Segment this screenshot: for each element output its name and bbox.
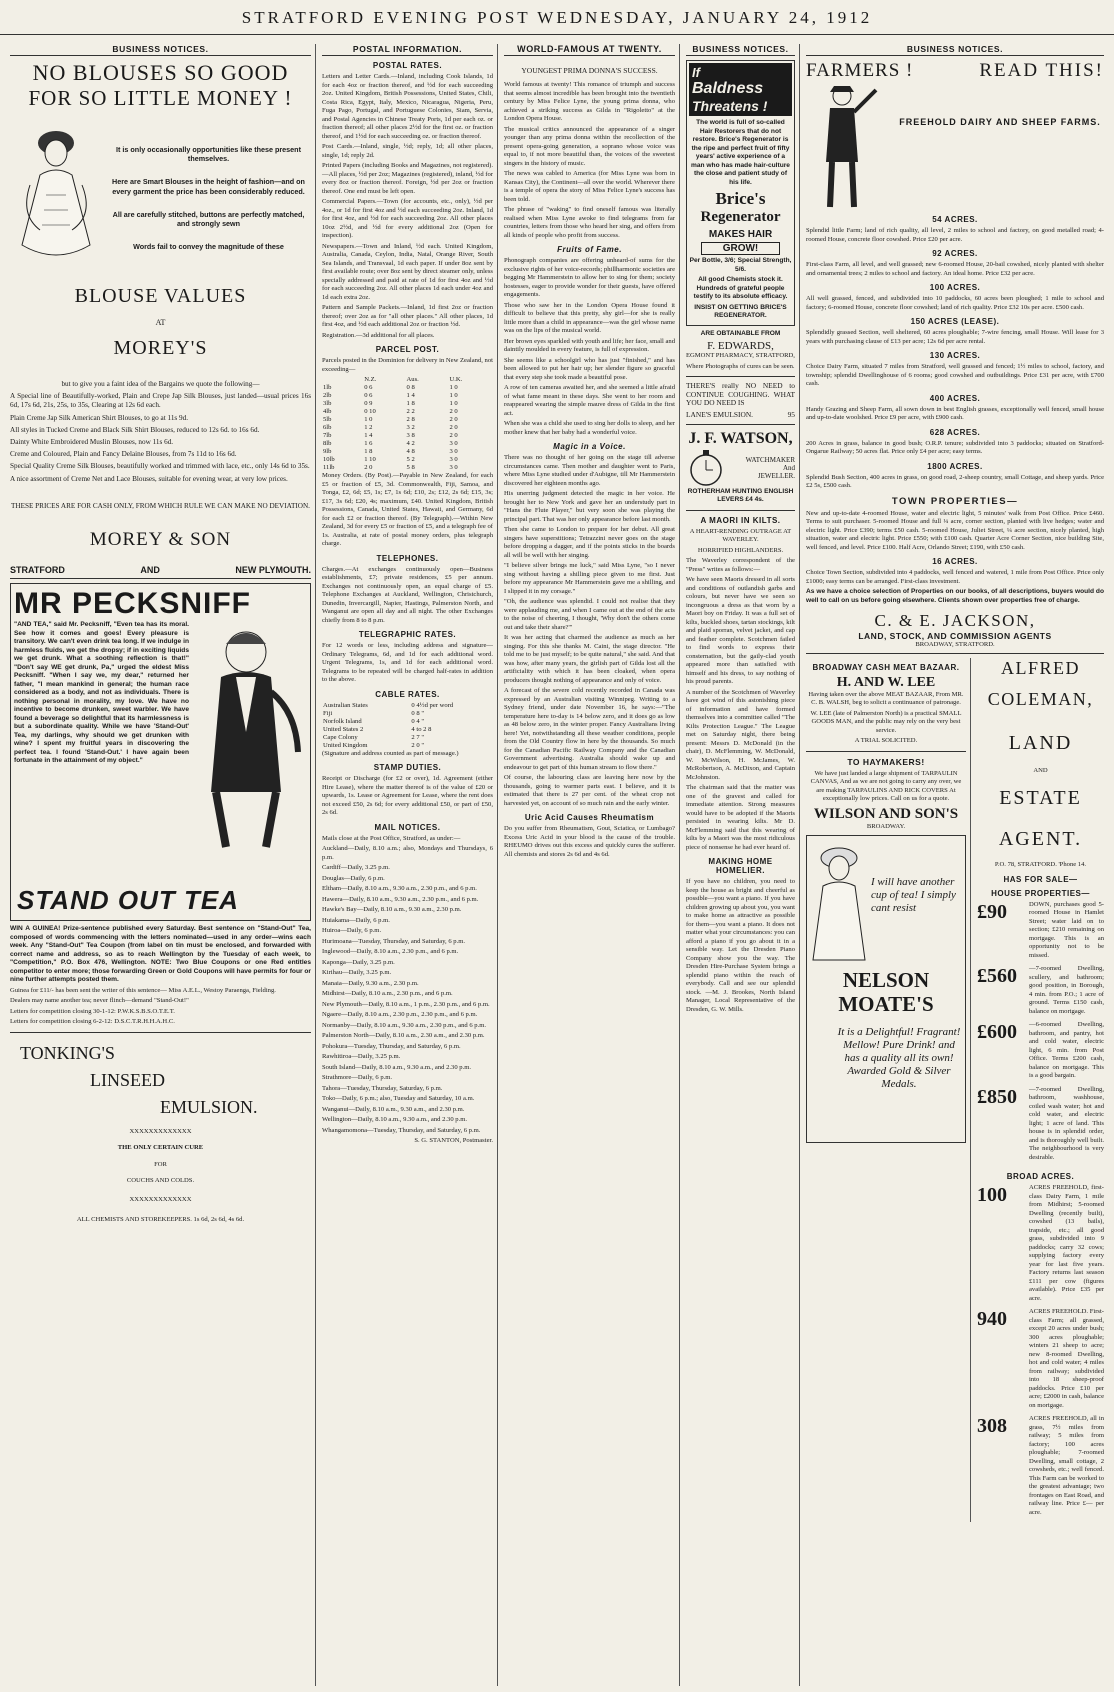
- price-text: ACRES FREEHOLD. First-class Farm; all grassed, except 20 acres under bush; 300 acres ploughable; winters 21 sheep to acre; new 8-roomed Dwelling, hot and cold water; 4 miles from railway; subdivided into 18 sheep-proof paddocks. Price £10 per acre; £2000 in cash, balance on mortgage.: [1029, 1308, 1104, 1409]
- price-text: DOWN, purchases good 5-roomed House in Hamlet Street; water laid on to section; £210 remaining on mortgage. This is an opportunity not to be missed.: [1029, 900, 1104, 959]
- parcel-row: [322, 400, 493, 408]
- column-postal: [318, 44, 498, 1686]
- store-name: MOREY'S: [113, 337, 208, 359]
- price-listing: [977, 1184, 1104, 1305]
- acre-text: First-class Farm, all level, and well grassed; new 6-roomed House, 20-bail cowshed, nicely planted with shelter and ornamental trees; 2 miles to school and factory. An ideal home. Price £32 per acre.: [806, 261, 1104, 277]
- section-title: BUSINESS NOTICES.: [686, 44, 795, 56]
- parcel-cell: 0 6: [364, 392, 373, 399]
- mail-item: Douglas—Daily, 6 p.m.: [322, 874, 385, 882]
- guinea-text: WIN A GUINEA! Prize-sentence published every Saturday. Best sentence on "Stand-Out" Tea, composed of words commencing with the letters nominated—used in any order—wins each week. Any "Stand-Out" Tea Coupon (from label on tin must be enclosed, and forwarded with correct name and address, so as to reach Wellington by the Tuesday of each week, to "Competition," P.O. Box 476, Wellington. NOTE: Two Blue Coupons or one Red entitles competitor to enter more; those forwarding Green or Gold Coupons will have permits for four or nine further attempts posted them.: [10, 925, 311, 984]
- price-listing: [977, 901, 1104, 963]
- parcel-cell: 1lb: [323, 384, 332, 391]
- cable-cell: Norfolk Island: [323, 717, 362, 725]
- article-paragraph: "Oh, the audience was splendid. I could not realise that they were applauding me, and when I came out at the end of the acts to the noise of cheering, I thought, 'Why don't the others come out and take their share?'": [504, 598, 675, 631]
- telephones-text: Charges.—At exchanges continuously open—Business establishments, £7; private residences, £5 per annum. Exchanges not continuously open, an equal charge of £5. Telephone Exchanges at Auckland, Wellington, Christchurch, Dunedin, Invercargill, Napier, Hastings, Palmerston North, and Wanganui are open all day and all night. The other Exchanges chiefly from 8 to 8 p.m.: [322, 565, 493, 624]
- price-listing: [977, 1086, 1104, 1165]
- acre-head: 100 ACRES.: [929, 283, 981, 292]
- article-paragraph: It was her acting that charmed the audience as much as her singing. For this she thanks M. Caini, the stage director. "He told me to be just myself; to be quite natural," she said. And that was how, after many years, the girlish part of Gilda lost all the artificiality with which it has been cloaked, when opera producers thought nothing of appearance and only of voice.: [504, 634, 675, 684]
- mail-item: Palmerston North—Daily, 8.10 a.m., 2.30 a.m., and 2.30 p.m.: [322, 1032, 485, 1039]
- mail-item: New Plymouth—Daily, 8.10 a.m., 1 p.m., 2.30 p.m., and 6 p.m.: [322, 1000, 490, 1008]
- ad-intro: It is only occasionally opportunities like these present themselves.: [116, 145, 301, 164]
- town-head: TOWN PROPERTIES—: [891, 495, 1019, 507]
- acre-head: 628 ACRES.: [929, 427, 981, 437]
- cable-cell: Australian States: [323, 701, 368, 709]
- price-text: —7-roomed Dwelling, scullery, and bathroom; good position, in Borough, 4 min. from P.O.; 1 acre of ground. Terms £150 cash, balance on mortgage.: [1029, 965, 1104, 1015]
- parcel-row: [322, 384, 493, 392]
- parcel-cell: 3 8: [406, 432, 415, 439]
- postal-para: Registration.—3d additional for all places.: [322, 331, 435, 339]
- parcel-cell: 0 10: [364, 408, 376, 415]
- mail-item: Wellington—Daily, 8.10 a.m., 9.30 a.m., and 2.30 p.m.: [322, 1116, 468, 1123]
- section-title: WORLD-FAMOUS AT TWENTY.: [504, 44, 675, 56]
- mail-item: Kirihau—Daily, 3.25 p.m.: [322, 969, 392, 976]
- wilson: WILSON AND SON'S: [813, 805, 959, 822]
- mail-item: South Island—Daily, 8.10 a.m., 9.30 a.m., and 2.30 p.m.: [322, 1063, 472, 1071]
- parcel-cell: 1 4: [406, 392, 415, 399]
- article-paragraph: The phrase of "waking" to find oneself famous was literally realised when Miss Lyne awoke to find telegrams from far countries, letters from those who heard her sing, and offers from all kinds of people who profit from success.: [504, 206, 675, 239]
- blouse-ad: [10, 115, 311, 275]
- price-figure: 940: [977, 1308, 1007, 1330]
- price-text: ACRES FREEHOLD, first-class Dairy Farm, 1 mile from Midhirst; 5-roomed Dwelling (recently built), cowshed (13 bails), trapside, etc.; all good grass, subdivided into 9 paddocks; carry 32 cows; supplying factory every year for last five years. Factory returns last season £111 per cow (figures available). Price £35 per acre.: [1029, 1184, 1104, 1302]
- parcel-cell: 3 2: [406, 424, 415, 431]
- nelson-slogan: I will have another cup of tea! I simply cant resist: [871, 876, 956, 914]
- cable-cell: 0 8 ": [411, 709, 425, 717]
- cash-note: THESE PRICES ARE FOR CASH ONLY, FROM WHICH RULE WE CAN MAKE NO DEVIATION.: [11, 501, 310, 510]
- mail-list: [322, 845, 493, 1135]
- pecksniff-illustration: [186, 622, 306, 852]
- parcel-cell: 1 0: [364, 416, 373, 423]
- parcel-cell: 0 6: [364, 384, 373, 391]
- tonking-line2: LINSEED: [90, 1069, 165, 1090]
- mail-item: Midhirst—Daily, 8.10 a.m., 2.30 p.m., and 6 p.m.: [322, 990, 453, 997]
- blouse-item: Dainty White Embroidered Muslin Blouses, now 11s 6d.: [10, 438, 174, 447]
- woman-with-tea-illustration: [809, 842, 869, 962]
- signoff: S. G. STANTON, Postmaster.: [414, 1137, 493, 1144]
- acre-text: Handy Grazing and Sheep Farm, all sown down in best English grasses, exceptionally well fenced, small house and up-to-date woolshed. Price £9 per acre, with £900 cash.: [806, 405, 1104, 421]
- tonking-line3: EMULSION.: [160, 1096, 258, 1117]
- mail-item: Rawhitiroa—Daily, 3.25 p.m.: [322, 1053, 401, 1060]
- headline: NO BLOUSES SO GOOD: [32, 60, 289, 85]
- mail-item: Whangamomona—Tuesday, Thursday, and Saturday, 6 p.m.: [322, 1126, 481, 1134]
- section-title: BUSINESS NOTICES.: [10, 44, 311, 56]
- mail-item: Wanganui—Daily, 8.10 a.m., 9.30 a.m., and 2.30 p.m.: [322, 1105, 465, 1113]
- parcel-cell: 9lb: [323, 448, 332, 455]
- cable-note: (Signature and address counted as part of message.): [322, 749, 459, 757]
- coughs-line: COUCHS AND COLDS.: [126, 1177, 195, 1185]
- edwards: F. EDWARDS,: [707, 340, 774, 352]
- parcel-cell: 1 8: [364, 448, 373, 455]
- postal-para: Post Cards.—Inland, single, ½d; reply, 1d; all other places, single, 1d; reply 2d.: [322, 143, 493, 159]
- maori-head: A MAORI IN KILTS.: [700, 515, 781, 525]
- maori-paragraph: We have seen Maoris dressed in all sorts and conditions of outlandish garbs and colours, but never have we seen so incongruous a dress as that worn by a Maori boy on Friday. It was a full set of kilts, buckled shoes, tartan stockings, kilt and plaid sporran, velvet jacket, and cap and feather complete. Scotchmen failed to find words to express their consternation, but the gaily-clad youth appeared more than satisfied with himself and his dress, to say nothing of his proud parents.: [686, 576, 795, 685]
- parcel-cell: 2 0: [364, 464, 373, 471]
- price-figure: 100: [977, 1184, 1007, 1206]
- article-paragraph: His unerring judgment detected the magic in her voice. He brought her to New York and gave her an understudy part in "Hans the Flute Player," but very soon she was playing the principal part. That was her only appearance before last month.: [504, 490, 675, 523]
- mail-head: MAIL NOTICES.: [374, 822, 441, 832]
- cable-cell: 2 7 ": [411, 733, 425, 741]
- postal-para: Pattern and Sample Packets.—Inland, 1d first 2oz or fraction thereof; over 2oz as for "all other places." All other places, 1d first 4oz, and ½d each additional 2oz or fraction ½d.: [322, 304, 493, 328]
- mail-item: Strathmore—Daily, 6 p.m.: [322, 1074, 393, 1081]
- parcel-cell: 10lb: [323, 456, 335, 463]
- uric-head: Uric Acid Causes Rheumatism: [524, 813, 655, 822]
- cure-line: THE ONLY CERTAIN CURE: [117, 1144, 204, 1152]
- mail-item: Ngaere—Daily, 8.10 a.m., 2.30 p.m., 2.30 p.m., and 6 p.m.: [322, 1011, 478, 1018]
- price-listing: [977, 1308, 1104, 1412]
- column-blouses: BUSINESS NOTICES. NO BLOUSES SO GOOD FOR SO LITTLE MONEY ! It is only occasionally opportunities like these present themselves. Here are Smart Blouses in the height of fashion—and on every garment the price has been considerably reduced. All are carefully stitched, buttons are perfectly matched, and strongly sewn Words fail to convey the magnitude of these BLOUSE VALUES AT MOREY'S but to give you a faint idea of the Bargains we quote the following— A Special line of Beautifully-worked, Plain and Crepe Jap Silk Blouses, just landed—usual prices 16s 6d, 17s 6d, 21s, 25s, to 35s, Clearing at 12s 6d each. Plain Creme Jap Silk American Shirt Blouses, to go at 11s 9d. All styles in Tucked Creme and Black Silk Shirt Blouses, reduced to 12s 6d. to 16s 6d. Dainty White Embroidered Muslin Blouses, now 11s 6d. Creme and Coloured, Plain and Fancy Delaine Blouses, from 7s 11d to 16s 6d. Special Quality Creme Silk Blouses, beautifully worked and trimmed with lace, etc., only 14s 6d to 35s. A nice assortment of Creme Net and Lace Blouses, suitable for evening wear, at very low prices. THESE PRICES ARE FOR CASH ONLY, FROM WHICH RULE WE CAN MAKE NO DEVIATION. MOREY & SON STRATFORD AND NEW PLYMOUTH. MR PECKSNIFF "AND TEA," said Mr. Pecksniff, "Even tea has its moral. See how it comes and goes! Every pleasure is transitory. We can't even drink tea long. If we indulge in harmless fluids, we get the dropsy; if in exciting liquids we get drunk. What a soothing reflection is that!" "Don't say WE get drunk, Pa," urged the eldest Miss Pecksniff. "When I say we, my dear," returned her father, "I mean mankind in general; the human race considered as a body, and not as individuals. There is nothing personal in morality, my love. We have no incentive to become drunken, sweet warbler. We have found a beverage so delightful that its harmlessness is but a subordinate quality. While we have 'Stand-Out' Tea, my darlings, why should we get drunken with wine? I spent my fruitful years in discovering the perfect tea. I found 'Stand-Out.' I have again been fortunate in the attainment of my object." STAND OUT TEA WIN A GUINEA! Prize-sentence published every Saturday. Best sentence on "Stand-Out" Tea, composed of words commencing with the letters nominated—used in any order—wins each week. Any "Stand-Out" Tea Coupon (from label on tin must be enclosed, and forwarded with correct name and address, so as to reach Wellington by the Tuesday of each week, to "Competition," P.O. Box 476, Wellington. NOTE: Two Blue Coupons or one Red entitles competitor to enter more; those forwarding Green or Gold Coupons will have permits for four or nine further attempts posted them. Guinea for £11/- has been sent the writer of this sentence— Miss A.E.L., Westoy Paraenga, Fielding. Dealers may name another tea; never flinch—demand "Stand-Out!" Letters for competition closing 30-1-12: P.W.K.S.B.S.O.T.E.T. Letters for competition closing 6-2-12: D.S.C.T.R.H.H.A.H.C. TONKING'S LINSEED EMULSION. XXXXXXXXXXXXX THE ONLY CERTAIN CURE FOR COUCHS AND COLDS. XXXXXXXXXXXXX ALL CHEMISTS AND STOREKEEPERS. 1s 6d, 2s 6d, 4s 6d.: [6, 44, 316, 1686]
- woman-illustration: [10, 115, 102, 275]
- pecksniff-title: MR PECKSNIFF: [14, 587, 251, 621]
- blouse-item: Plain Creme Jap Silk American Shirt Blouses, to go at 11s 9d.: [10, 413, 189, 422]
- cable-head: CABLE RATES.: [375, 689, 440, 699]
- lee: H. AND W. LEE: [836, 674, 936, 690]
- chemists-line: ALL CHEMISTS AND STOREKEEPERS. 1s 6d, 2s 6d, 4s 6d.: [76, 1216, 245, 1224]
- article-paragraph: She seems like a schoolgirl who has just "finished," and has been allowed to put her hair up; her slender figure so graceful that every step she took made a beautiful pose.: [504, 356, 675, 381]
- mail-intro: Mails close at the Post Office, Stratford, as under:—: [322, 834, 461, 842]
- blouse-item: A Special line of Beautifully-worked, Plain and Crepe Jap Silk Blouses, just landed—usual prices 16s 6d, 17s 6d, 21s, 25s, to 35s, Clearing at 12s 6d each.: [10, 392, 311, 410]
- parcel-cell: 3 0: [449, 440, 458, 447]
- headline: FOR SO LITTLE MONEY !: [28, 86, 293, 110]
- parcel-cell: 1 2: [364, 424, 373, 431]
- money-orders: Money Orders. (By Post).—Payable in New Zealand, for each £5 or fraction of £5, 3d. Commonwealth, Fiji, Samoa, and Tonga, £2, 6d; £5, 1s; £7, 1s 6d; £10, 2s; £12, 2s 6d; £15, 3s; £17, 3s 6d; £20, 4s; maximum, £40. United Kingdom, British Possessions, Canada, United States, Hawaii, and Germany, 6d for each £2 or fraction thereof. (By Telegraph).—Within New Zealand, 3d for every £5 or fraction of £5, and a telegraph fee of 1s. Australia, at rate of postal money orders, plus telegraph charge.: [322, 472, 493, 547]
- parcel-cell: 5 8: [406, 464, 415, 471]
- price-listing: [977, 1415, 1104, 1519]
- telephones-head: TELEPHONES.: [376, 553, 439, 563]
- tonking-line1: TONKING'S: [20, 1042, 115, 1063]
- parcel-cell: 3lb: [323, 400, 332, 407]
- price-figure: 308: [977, 1415, 1007, 1437]
- article-paragraph: The musical critics announced the appearance of a singer younger than any prima donna within the recollection of the present opera-going generation, a soprano whose voice was equal to, if not more beautiful than, the voices of the sweetest singers in the history of music.: [504, 125, 675, 167]
- mail-item: Huiakama—Daily, 6 p.m.: [322, 916, 390, 924]
- article-paragraph: The news was cabled to America (for Miss Lyne was born in Kansas City), the Continent—all over the world. Wherever there is a temple of opera the story of Miss Felice Lyne's success has been told.: [504, 170, 675, 203]
- parcel-cell: 1 0: [449, 400, 458, 407]
- article-paragraph: Her brown eyes sparkled with youth and life; her face, small and daintily moulded in every feature, is full of expression.: [504, 337, 675, 353]
- parcel-table: N.Z. Aus. U.K. 1lb 0 6 0 8 1 0 2lb 0 6 1 4 1 0 3lb 0 9 1 8 1 0 4lb 0 10 2 2 2 0 5lb 1 0 2 8 2 0 6lb 1 2 3 2 2 0 7lb 1 4 3 8 2 0 8lb 1 6 4 2 3 0 9lb 1 8 4 8 3 0 10lb 1 10 5 2 3 0 11lb 2 0 5 8 3 0: [322, 376, 493, 472]
- parcel-cell: 4 8: [406, 448, 415, 455]
- maori-paragraph: The chairman said that the matter was one of the gravest and called for immediate attention. Strong measures would have to be adopted if the Maoris persisted in wearing kilts. Mr D. McFlemming said that this wearing of kilts by a Maori was the most ridiculous piece of nonsense he had ever heard of.: [686, 784, 795, 851]
- nelson-brand: NELSON MOATE'S: [838, 968, 934, 1016]
- mail-item: Normanby—Daily, 8.10 a.m., 9.30 a.m., 2.30 p.m., and 6 p.m.: [322, 1021, 487, 1029]
- cable-cell: Cape Colony: [323, 733, 358, 741]
- parcel-cell: 11lb: [323, 464, 335, 471]
- acre-text: 200 Acres in grass, balance in good bush; O.R.P. tenure; subdivided into 3 paddocks; situated on Stratford-Ongarue Railway; 50 acres flat. Price only £4 per acre; easy terms.: [806, 439, 1104, 455]
- blouse-item: A nice assortment of Creme Net and Lace Blouses, suitable for evening wear, at very low prices.: [10, 474, 288, 483]
- postal-rates-head: POSTAL RATES.: [372, 61, 443, 70]
- uric-text: Do you suffer from Rheumatism, Gout, Sciatica, or Lumbago? Excess Uric Acid in your blood is the cause of the trouble. RHEUMO drives out this excess and quickly cures the sufferer. All chemists and stores 2s 6d and 4s 6d.: [504, 825, 675, 858]
- firm-name: MOREY & SON: [89, 529, 232, 551]
- mail-item: Cardiff—Daily, 3.25 p.m.: [322, 864, 390, 871]
- section-title: BUSINESS NOTICES.: [806, 44, 1104, 56]
- nelson-text: It is a Delightful! Fragrant! Mellow! Pure Drink! and has a quality all its own! Awarded Gold & Silver Medals.: [837, 1026, 961, 1090]
- brice-ad: If Baldness Threatens ! The world is full of so-called Hair Restorers that do not restore. Brice's Regenerator is the ripe and perfect fruit of fifty years' active experience of a man who has made hair-culture the close and patient study of his life. Brice's Regenerator MAKES HAIR GROW! Per Bottle, 3/6; Special Strength, 5/6. All good Chemists stock it. Hundreds of grateful people testify to its absolute efficacy. INSIST ON GETTING BRICE'S REGENERATOR.: [686, 60, 795, 326]
- dealers: Dealers may name another tea; never flinch—demand "Stand-Out!": [10, 997, 189, 1005]
- column-property: BUSINESS NOTICES. FARMERS ! READ THIS! FREEHOLD DAIRY AND SHEEP FARMS. 54 ACRES. Splendid little Farm; land of rich quality, all level, 2 miles to school and factory, on good metalled road; 4-roomed House, concrete floor cowshed. Price £20 per acre. 92 ACRES. First-class Farm, all level, and well grassed; new 6-roomed House, 20-bail cowshed, nicely planted with shelter and ornamental trees; 2 miles to school and factory. An ideal home. Price £32 per acre. 100 ACRES. All well grassed, fenced, and subdivided into 10 paddocks, 60 acres been ploughed; 1 mile to school and factory; 6-roomed House, concrete floor cowshed; land of rich quality. Price £32 10s per acre. £500 cash. 150 ACRES (LEASE). Splendidly grassed Section, well sheltered, 60 acres ploughable; 7-wire fencing, small House. Will lease for 3 years with purchasing clause of £13 per acre; 12s 6d per acre rental. 130 ACRES. Choice Dairy Farm, situated 7 miles from Stratford, well grassed and fenced; 1½ miles to school, factory, and township; splendid Dwellinghouse of 6 rooms; good cowshed and outbuildings. Price £31 per acre, with £700 cash. 400 ACRES. Handy Grazing and Sheep Farm, all sown down in best English grasses, exceptionally well fenced, small house and up-to-date woolshed. Price £9 per acre, with £900 cash. 628 ACRES. 200 Acres in grass, balance in good bush; O.R.P. tenure; subdivided into 3 paddocks; situated on Stratford-Ongarue Railway; 50 acres flat. Price only £4 per acre; easy terms. 1800 ACRES. Splendid Bush Section, 400 acres in grass, on good road, 2-sheep country, small Cottage, and sheep yards. Price £2 5s, £500 cash. TOWN PROPERTIES— New and up-to-date 4-roomed House, water and electric light, 5 minutes' walk from Post Office. Price £460. Terms to suit purchaser. 5-roomed House and full ¼ acre, corner section, planted with live hedges; water and electric light. Price £390; terms £50 cash. 5-roomed House, Juliet Street, ¼ acre section, nicely planted, high situation, water and electric light. Price £550; with £100 cash. Quarter Acre Corner Section, nice building Site, well fenced, and level. Price £100. Half Acre, Orlando Street; £190, with £50 cash. 16 ACRES. Choice Town Section, subdivided into 4 paddocks, well fenced and watered, 1 mile from Post Office. Price only £1000; easy terms can be arranged. First-class investment. As we have a choice selection of Properties on our books, of all descriptions, buyers would do well to call on us before going elsewhere. Clients shown over properties free of charge. C. & E. JACKSON, LAND, STOCK, AND COMMISSION AGENTS BROADWAY, STRATFORD. BROADWAY CASH MEAT BAZAAR. H. AND W. LEE Having taken over the above MEAT BAZAAR, From MR. C. B. WALSH, beg to solicit a continuance of patronage. W. LEE (late of Palmerston North) is a practical SMALL GOODS MAN, and the public may rely on the very best service. A TRIAL SOLICITED. TO HAYMAKERS! We have just landed a large shipment of TARPAULIN CANVAS, And as we are not going to carry any over, we are making TARPAULINS AND RICK COVERS At exceptionally low prices. Call on us for a quote. WILSON AND SON'S BROADWAY. I will have another cup of tea! I simply cant resist NELSON MOATE'S It is a Delightful! Fragrant! Mellow! Pure Drink! and has a quality all its own! Awarded Gold & Silver Medals. ALFRED COLEMAN, LAND AND ESTATE AGENT. P.O. 78, STRATFORD. 'Phone 14. HAS FOR SALE— HOUSE PROPERTIES— £90 DOWN, purchases good 5-roomed House in Hamlet Street; water laid on to section; £210 remaining on mortgage. This is an opportunity not to be missed. £560 —7-roomed Dwelling, scullery, and bathroom; good position, in Borough, 4 min. from P.O.; 1 acre of ground. Terms £150 cash, balance on mortgage. £600 —6-roomed Dwelling, bathroom, and pantry, hot and cold water, electric light, 6 min. from Post Office. Terms £200 cash, balance on mortgage. This is a good bargain. £850 —7-roomed Dwelling, bathroom, washhouse, coiled wash water; hot and cold water, and electric light; 1 acre of land. This house is in splendid order, and is thoroughly well built. The neighbourhood is very desirable. BROAD ACRES. 100 ACRES FREEHOLD, first-class Dairy Farm, 1 mile from Midhirst; 5-roomed Dwelling (recently built), cowshed (13 bails), trapside, etc.; all good grass, subdivided into 9 paddocks; carry 32 cows; supplying factory every year for last five years. Factory returns last season £111 per cow (figures available). Price £35 per acre. 940 ACRES FREEHOLD. First-class Farm; all grassed, except 20 acres under bush; 300 acres ploughable; winters 21 sheep to acre; new 8-roomed Dwelling, hot and cold water; 4 miles from railway; subdivided into 18 sheep-proof paddocks. Price £10 per acre; £2000 in cash, balance on mortgage. 308 ACRES FREEHOLD, all in grass, 7½ miles from railway; 5 miles from factory; 100 acres ploughable; 7-roomed Dwelling, small cottage, 2 cowsheds, etc.; well fenced. This Farm can be worked to the greatest advantage; two frontages on East Road, and railway line. Price £— per acre.: [802, 44, 1108, 1686]
- mail-item: Pohokura—Tuesday, Thursday, and Saturday, 6 p.m.: [322, 1042, 461, 1050]
- parcel-row: [322, 448, 493, 456]
- postal-para: Commercial Papers.—Town (for accounts, etc., only), ½d per 4oz., or 1d for first 4oz and ½d each succeeding 2oz. Inland, 1d for first 4oz, and ½d for each succeeding 2oz. All other places 10oz 2½d, and ½d for every additional 2oz (Open for inspection).: [322, 198, 493, 239]
- parcel-row: [322, 456, 493, 464]
- article-paragraph: A row of ten cameras awaited her, and she seemed a little afraid of what fame meant in these days. She went to her room and reappeared wearing the simple mauve dress of Gilda in the first act.: [504, 384, 675, 417]
- acre-head: 1800 ACRES.: [927, 461, 983, 471]
- blouse-item: Special Quality Creme Silk Blouses, beautifully worked and trimmed with lace, etc., only 14s 6d to 35s.: [10, 462, 310, 471]
- article-paragraph: Phonograph companies are offering unheard-of sums for the exclusive rights of her voice-records; phillharmonic societies are begging Mr Hammerstein to allow her to sing for them; society hostesses, eager to provide wonder for their guests, have offered engagements.: [504, 257, 675, 298]
- parcel-cell: 2lb: [323, 392, 332, 399]
- parcel-cell: 1 4: [364, 432, 373, 439]
- cable-cell: 0 4 ": [411, 717, 425, 725]
- parcel-head: PARCEL POST.: [375, 345, 440, 354]
- parcel-cell: 5 2: [406, 456, 415, 463]
- mail-item: Toko—Daily, 6 p.m.; also, Tuesday and Saturday, 10 a.m.: [322, 1095, 475, 1102]
- parcel-row: [322, 408, 493, 416]
- acre-text: All well grassed, fenced, and subdivided into 10 paddocks, 60 acres been ploughed; 1 mile to school and factory; 6-roomed House, concrete floor cowshed; land of rich quality. Price £32 10s per acre. £500 cash.: [806, 295, 1104, 311]
- blouse-item: All styles in Tucked Creme and Black Silk Shirt Blouses, reduced to 12s 6d. to 16s 6d.: [10, 425, 260, 434]
- telegraphic-head: TELEGRAPHIC RATES.: [358, 630, 457, 639]
- parcel-cell: 2 0: [449, 432, 458, 439]
- section-title: POSTAL INFORMATION.: [322, 44, 493, 56]
- coleman-ads: ALFRED COLEMAN, LAND AND ESTATE AGENT. P.O. 78, STRATFORD. 'Phone 14. HAS FOR SALE— HOUSE PROPERTIES— £90 DOWN, purchases good 5-roomed House in Hamlet Street; water laid on to section; £210 remaining on mortgage. This is an opportunity not to be missed. £560 —7-roomed Dwelling, scullery, and bathroom; good position, in Borough, 4 min. from P.O.; 1 acre of ground. Terms £150 cash, balance on mortgage. £600 —6-roomed Dwelling, bathroom, and pantry, hot and cold water, electric light, 6 min. from Post Office. Terms £200 cash, balance on mortgage. This is a good bargain. £850 —7-roomed Dwelling, bathroom, washhouse, coiled wash water; hot and cold water, and electric light; 1 acre of land. This house is in splendid order, and is thoroughly well built. The neighbourhood is very desirable. BROAD ACRES. 100 ACRES FREEHOLD, first-class Dairy Farm, 1 mile from Midhirst; 5-roomed Dwelling (recently built), cowshed (13 bails), trapside, etc.; all good grass, subdivided into 9 paddocks; carry 32 cows; supplying factory every year for last five years. Factory returns last season £111 per cow (figures available). Price £35 per acre. 940 ACRES FREEHOLD. First-class Farm; all grassed, except 20 acres under bush; 300 acres ploughable; winters 21 sheep to acre; new 8-roomed Dwelling, hot and cold water; 4 miles from railway; subdivided into 18 sheep-proof paddocks. Price £10 per acre; £2000 in cash, balance on mortgage. 308 ACRES FREEHOLD, all in grass, 7½ miles from railway; 5 miles from factory; 100 acres ploughable; 7-roomed Dwelling, small cottage, 2 cowsheds, etc.; well fenced. This Farm can be worked to the greatest advantage; two frontages on East Road, and railway line. Price £— per acre.: [971, 658, 1104, 1523]
- homelier-text: If you have no children, you need to keep the house as bright and cheerful as possible—you want a piano. If you have children growing up about you, you want to make home as attractive as possible for them—you want a piano. It does not matter what your circumstances: you can afford a piano if you go about it in a sensible way. Let the Dresden Piano Company show you the way. The Dresden Hire-Purchase System brings a splendid piano within the reach of everybody. Call and see our splendid stock. —M. J. Brookes, North Island Manager, Local Representative of the Dresden, G. W. Mills.: [686, 878, 795, 1013]
- parcel-cell: 3 0: [449, 448, 458, 455]
- watson: J. F. WATSON,: [688, 429, 793, 447]
- letters-2: Letters for competition closing 6-2-12: D.S.C.T.R.H.H.A.H.C.: [10, 1018, 175, 1026]
- article-paragraph: There was no thought of her going on the stage till adverse circumstances came. Then mother and daughter went to Paris, where Miss Lyne studied under d'Aubigne, till Mr Hammerstein discovered her eighteen months ago.: [504, 454, 675, 487]
- parcel-cell: 3 0: [449, 456, 458, 463]
- magic-head: Magic in a Voice.: [553, 442, 626, 451]
- cable-row: [322, 726, 493, 734]
- parcel-cell: 4 2: [406, 440, 415, 447]
- parcel-cell: 2 0: [449, 424, 458, 431]
- parcel-cell: 3 0: [449, 464, 458, 471]
- masthead: STRATFORD EVENING POST WEDNESDAY, JANUARY 24, 1912: [0, 8, 1114, 35]
- price-figure: £600: [977, 1021, 1017, 1043]
- cable-row: [322, 742, 493, 750]
- blouse-item: Creme and Coloured, Plain and Fancy Delaine Blouses, from 7s 11d to 16s 6d.: [10, 450, 237, 459]
- cable-table: [322, 702, 493, 750]
- cough-ad: THERE'S really NO NEED to CONTINUE COUGHING. WHAT YOU DO NEED IS: [686, 381, 795, 407]
- freehold-line: FREEHOLD DAIRY AND SHEEP FARMS.: [899, 117, 1101, 127]
- article-subhead: YOUNGEST PRIMA DONNA'S SUCCESS.: [521, 66, 658, 75]
- mail-item: Eltham—Daily, 8.10 a.m., 9.30 a.m., 2.30 p.m., and 6 p.m.: [322, 885, 477, 892]
- fruits-head: Fruits of Fame.: [557, 245, 622, 254]
- cable-row: [322, 710, 493, 718]
- parcel-cell: 0 8: [406, 384, 415, 391]
- cable-row: [322, 734, 493, 742]
- standout-logo: STAND OUT TEA: [17, 885, 239, 916]
- mail-item: Hawera—Daily, 8.10 a.m., 9.30 a.m., 2.30 p.m., and 6 p.m.: [322, 895, 479, 903]
- acre-head: 54 ACRES.: [932, 215, 978, 224]
- article-paragraph: Then she came to London to prepare for her debut. All great singers have superstitions; Tetrazzini never goes on the stage before dropping a dagger, and if the points sticks in the boards all will be well with her singing.: [504, 526, 675, 559]
- cable-cell: 0 4½d per word: [411, 701, 454, 709]
- parcel-cell: 4lb: [323, 408, 332, 415]
- parcel-row: [322, 424, 493, 432]
- parcel-cell: 1 0: [449, 392, 458, 399]
- postal-para: Letters and Letter Cards.—Inland, including Cook Islands, 1d for each 4oz or fraction thereof, and ½d for each succeeding 2oz. United Kingdom, British Possessions, United States, Chili, Costa Rica, Egypt, Italy, Mexico, Nicaragua, Nigeria, Peru, Fuga Pago, Portugal, and Portuguese Colonies, Siam, Servia, and Postal Agencies in Chinese Treaty Ports, 1d per each oz. or fraction thereof; all other places 2½d for the first oz. or fraction thereof, and 1½d for each succeeding oz. or fraction thereof.: [322, 73, 493, 140]
- article-paragraph: Those who saw her in the London Opera House found it difficult to believe that this pretty, shy girl—for she is really little more than a child in appearance—was the girl whose name was on the lips of the musical world.: [504, 301, 675, 334]
- homelier-head: MAKING HOME HOMELIER.: [708, 857, 773, 875]
- parcel-cell: 5lb: [323, 416, 332, 423]
- parcel-text: Parcels posted in the Dominion for delivery in New Zealand, not exceeding—: [322, 357, 493, 373]
- parcel-cell: 1 8: [406, 400, 415, 407]
- parcel-row: [322, 440, 493, 448]
- nelson-ad: [806, 835, 966, 1143]
- acre-head: 150 ACRES (LEASE).: [910, 317, 1000, 326]
- parcel-cell: 6lb: [323, 424, 332, 431]
- stamp-head: STAMP DUTIES.: [373, 763, 442, 772]
- firm-towns: STRATFORD AND NEW PLYMOUTH.: [10, 565, 311, 579]
- mail-item: Inglewood—Daily, 8.10 a.m., 2.30 p.m., and 6 p.m.: [322, 948, 459, 955]
- price-figure: £850: [977, 1085, 1017, 1108]
- mail-item: Huiroa—Daily, 6 p.m.: [322, 927, 382, 934]
- mail-item: Manaia—Daily, 9.30 a.m., 2.30 p.m.: [322, 979, 419, 987]
- parcel-row: [322, 392, 493, 400]
- pecksniff-text: "AND TEA," said Mr. Pecksniff, "Even tea has its moral. See how it comes and goes! Every pleasure is transitory. We can't even drink tea long. If we indulge in harmless fluids, we get the dropsy; if in exciting liquids we get drunk. What a soothing reflection is that!" "Don't say WE get drunk, Pa," urged the eldest Miss Pecksniff. "When I say we, my dear," returned her father, "I mean mankind in general; the human race considered as a body, and not as individuals. There is nothing personal in morality, my love. We have no incentive to become drunken, sweet warbler. We have found a beverage so delightful that its harmlessness is but a subordinate quality. While we have 'Stand-Out' Tea, my darlings, why should we get drunken with wine? I spent my fruitful years in discovering the perfect tea. I found 'Stand-Out.' I have again been fortunate in the attainment of my object.": [14, 621, 189, 765]
- farmer-illustration: [812, 82, 882, 212]
- cable-cell: United Kingdom: [323, 741, 368, 749]
- article-paragraph: When she was a child she used to sing her dolls to sleep, and her mother knew that her baby had a wonderful voice.: [504, 420, 675, 436]
- column-article: [500, 44, 680, 1686]
- parcel-cell: 8lb: [323, 440, 332, 447]
- cable-cell: Fiji: [323, 709, 333, 717]
- price-text: ACRES FREEHOLD, all in grass, 7½ miles from railway; 5 miles from factory; 100 acres ploughable; 7-roomed Dwelling, small cottage, 2 cowsheds, etc.; well fenced. This Farm can be worked to the greatest advantage; two frontages on East Road, and railway line. Price £— per acre.: [1029, 1415, 1104, 1516]
- price-listing: [977, 965, 1104, 1018]
- parcel-row: [322, 464, 493, 472]
- letters-1: Letters for competition closing 30-1-12: P.W.K.S.B.S.O.T.E.T.: [10, 1007, 175, 1015]
- watch-icon: [686, 448, 726, 488]
- parcel-cell: 1 6: [364, 440, 373, 447]
- town-text: New and up-to-date 4-roomed House, water and electric light, 5 minutes' walk from Post Office. Price £460. Terms to suit purchaser. 5-roomed House and full ¼ acre, corner section, planted with live hedges; water and electric light. Price £390; terms £50 cash. 5-roomed House, Juliet Street, ¼ acre section, nicely planted, high situation, water and electric light. Price £550; with £100 cash. Quarter Acre Corner Section, nice building Site, well fenced, and level. Price £100. Half Acre, Orlando Street; £190, with £50 cash.: [806, 509, 1104, 551]
- acre-text: Splendidly grassed Section, well sheltered, 60 acres ploughable; 7-wire fencing, small House. Will lease for 3 years with purchasing clause of £13 per acre; 12s 6d per acre rental.: [806, 329, 1104, 345]
- postal-para: Newspapers.—Town and Inland, ½d each. United Kingdom, Australia, Canada, Ceylon, India, Natal, Orange River, South Sea Islands, and Transvaal, 1d each paper. If under 8oz sent by first available route; over 8oz sent by direct steamer only, unless specially addressed and paid at rate of 1d for first 4oz and ½d for each succeeding 2oz. All other places 1d each under 4oz and 1d each extra 2oz.: [322, 242, 493, 301]
- article-paragraph: Of course, the labouring class are leaving here now by the thousands, going to warmer parts east. I believe, and it is estimated that there is 27 per cent. of the wheat crop not harvested yet, on account of so much rain and the early winter.: [504, 774, 675, 807]
- mail-item: Auckland—Daily, 8.10 a.m.; also, Mondays and Thursdays, 6 p.m.: [322, 845, 493, 861]
- ad-intro: All are carefully stitched, buttons are perfectly matched, and strongly sewn: [112, 209, 305, 229]
- guinea-award: Guinea for £11/- has been sent the writer of this sentence— Miss A.E.L., Westoy Paraenga, Fielding.: [10, 986, 276, 994]
- parcel-cell: 2 0: [449, 408, 458, 415]
- mail-item: Tahora—Tuesday, Thursday, Saturday, 6 p.m.: [322, 1084, 443, 1092]
- ad-intro: Here are Smart Blouses in the height of fashion—and on every garment the price has been considerably reduced.: [112, 177, 305, 196]
- values-title: BLOUSE VALUES: [74, 285, 247, 307]
- cable-cell: 4 to 2 8: [411, 725, 432, 733]
- postal-para: Printed Papers (including Books and Magazines, not registered).—All places, ½d per 2oz; Magazines (registered), inland, ½d for every 8oz or fraction thereof. Foreign, ½d per 2oz or fraction thereof. One end must be left open.: [322, 162, 493, 195]
- parcel-cell: 2 8: [406, 416, 415, 423]
- parcel-cell: 7lb: [323, 432, 332, 439]
- at-label: AT: [155, 318, 166, 327]
- parcel-cell: 2 2: [406, 408, 415, 415]
- cable-row: [322, 702, 493, 710]
- acre-text: Choice Dairy Farm, situated 7 miles from Stratford, well grassed and fenced; 1½ miles to school, factory, and township; splendid Dwellinghouse of 6 rooms; good cowshed and outbuildings. Price £31 per acre, with £700 cash.: [806, 363, 1104, 387]
- acre-head: 130 ACRES.: [929, 351, 981, 360]
- parcel-cell: 1 0: [449, 384, 458, 391]
- bargain-intro: but to give you a faint idea of the Bargains we quote the following—: [61, 380, 260, 388]
- stamp-text: Receipt or Discharge (for £2 or over), 1d. Agreement (either Hire Lease), where the matter thereof is of the value of £20 or upwards, 1s. Lease or Agreement for Lease, where the rent does not exceed £50, 2s 6d; for every additional £50, or part of £50, 2s 6d.: [322, 775, 493, 816]
- price-text: —6-roomed Dwelling, bathroom, and pantry, hot and cold water, electric light, 6 min. from Post Office. Terms £200 cash, balance on mortgage. This is a good bargain.: [1029, 1021, 1104, 1079]
- bald-text: The world is full of so-called Hair Restorers that do not restore. Brice's Regenerator is the ripe and perfect fruit of fifty years' active experience of a man who has made hair-culture the close and patient study of his life.: [691, 119, 790, 186]
- cable-row: [322, 718, 493, 726]
- mail-item: Kaponga—Daily, 3.25 p.m.: [322, 958, 395, 966]
- acre-text: Splendid little Farm; land of rich quality, all level, 2 miles to school and factory, on good metalled road; 4-roomed House, concrete floor cowshed. Price £20 per acre.: [806, 227, 1104, 243]
- telegraphic-text: For 12 words or less, including address and signature— Ordinary Telegrams, 6d, and 1d for each additional word. Urgent Telegrams, 1s, and 1d for each additional word. Telegrams to be repeated will be charged half-rates in addition to the above.: [322, 642, 493, 683]
- maori-paragraph: The Waverley correspondent of the "Press" writes as follows:—: [686, 557, 795, 573]
- parcel-row: [322, 416, 493, 424]
- parcel-row: [322, 432, 493, 440]
- price-figure: £560: [977, 965, 1017, 987]
- article-paragraph: World famous at twenty! This romance of triumph and success that seems almost incredible has been brought into the twentieth century by Miss Felice Lyne, the young prima donna, who achieved a striking success as Gilda in "Rigoletto" at the London Opera House.: [504, 81, 675, 122]
- jackson: C. & E. JACKSON,: [874, 611, 1036, 630]
- maori-paragraph: A number of the Scotchmen of Waverley have got wind of this astonishing piece of information and have formed themselves into a committee called "The Kilts Protection League." The League met on Saturday night, there being present: Messrs D. McDonald (in the chair), D. McFlemming, W. McDonald, W. McWilson, H. McJames, W. McRobertson, A. McDixon, and Captain McJohnston.: [686, 688, 795, 781]
- ad-intro: Words fail to convey the magnitude of these: [133, 242, 284, 252]
- pecksniff-ad: [10, 583, 311, 921]
- mail-item: Hawke's Bay—Daily, 8.10 a.m., 9.30 a.m., 2.30 p.m.: [322, 906, 462, 913]
- price-listing: [977, 1021, 1104, 1083]
- column-notices: BUSINESS NOTICES. If Baldness Threatens ! The world is full of so-called Hair Restorers that do not restore. Brice's Regenerator is the ripe and perfect fruit of fifty years' active experience of a man who has made hair-culture the close and patient study of his life. Brice's Regenerator MAKES HAIR GROW! Per Bottle, 3/6; Special Strength, 5/6. All good Chemists stock it. Hundreds of grateful people testify to its absolute efficacy. INSIST ON GETTING BRICE'S REGENERATOR. ARE OBTAINABLE FROM F. EDWARDS, EGMONT PHARMACY, STRATFORD, Where Photographs of cures can be seen. THERE'S really NO NEED to CONTINUE COUGHING. WHAT YOU DO NEED IS LANE'S EMULSION. 95 J. F. WATSON, WATCHMAKER And JEWELLER. ROTHERHAM HUNTING ENGLISH LEVERS £4 4s. A MAORI IN KILTS. A HEART-RENDING OUTRAGE AT WAVERLEY. HORRIFIED HIGHLANDERS. The Waverley correspondent of the "Press" writes as follows:— We have seen Maoris dressed in all sorts and conditions of outlandish garbs and colours, but never have we seen so incongruous a dress as that worn by a Maori boy on Friday. It was a full set of kilts, buckled shoes, tartan stockings, kilt and plaid sporran, velvet jacket, and cap and feather complete. Scotchmen failed to find words to express their consternation, but the gaily-clad youth appeared more than satisfied with himself and his dress, to say nothing of his proud parents. A number of the Scotchmen of Waverley have got wind of this astonishing piece of information and have formed themselves into a committee called "The Kilts Protection League." The League met on Saturday night, there being present: Messrs D. McDonald (in the chair), D. McFlemming, W. McDonald, W. McWilson, H. McJames, W. McRobertson, A. McDixon, and Captain McJohnston. The chairman said that the matter was one of the gravest and called for immediate attention. Strong measures would have to be adopted if the Maoris persisted in wearing kilts. Mr D. McFlemming said that this wearing of kilts by a Maori was the most ridiculous piece of nonsense he had ever heard of. MAKING HOME HOMELIER. If you have no children, you need to keep the house as bright and cheerful as possible—you want a piano. If you have children growing up about you, you want to make home as attractive as possible for them—you want a piano. It does not matter what your circumstances: you can afford a piano if you go about it in a sensible way. Let the Dresden Piano Company show you the way. The Dresden Hire-Purchase System brings a splendid piano within the reach of everybody. Call and see our splendid stock. —M. J. Brookes, North Island Manager, Local Representative of the Dresden, G. W. Mills.: [682, 44, 800, 1686]
- article-paragraph: "I believe silver brings me luck," said Miss Lyne, "so I never sing without having a shilling piece given to me first. Just before my appearance Mr Hammerstein gave me a shilling, and I slipped it in my corsage.": [504, 562, 675, 595]
- parcel-cell: 2 0: [449, 416, 458, 423]
- acre-head: 92 ACRES.: [932, 249, 978, 258]
- mail-item: Hurimoana—Tuesday, Thursday, and Saturday, 6 p.m.: [322, 937, 466, 945]
- price-figure: £90: [977, 900, 1007, 923]
- cable-cell: 2 0 ": [411, 741, 425, 749]
- acre-text: Splendid Bush Section, 400 acres in grass, on good road, 2-sheep country, small Cottage, and sheep yards. Price £2 5s, £500 cash.: [806, 473, 1104, 489]
- acre-head: 400 ACRES.: [929, 393, 981, 403]
- cable-cell: United States 2: [323, 725, 364, 733]
- price-text: —7-roomed Dwelling, bathroom, washhouse, coiled wash water; hot and cold water, and electric light; 1 acre of land. This house is in splendid order, and is thoroughly well built. The neighbourhood is very desirable.: [1029, 1085, 1104, 1161]
- left-ads: BROADWAY CASH MEAT BAZAAR. H. AND W. LEE Having taken over the above MEAT BAZAAR, From MR. C. B. WALSH, beg to solicit a continuance of patronage. W. LEE (late of Palmerston North) is a practical SMALL GOODS MAN, and the public may rely on the very best service. A TRIAL SOLICITED. TO HAYMAKERS! We have just landed a large shipment of TARPAULIN CANVAS, And as we are not going to carry any over, we are making TARPAULINS AND RICK COVERS At exceptionally low prices. Call on us for a quote. WILSON AND SON'S BROADWAY. I will have another cup of tea! I simply cant resist NELSON MOATE'S It is a Delightful! Fragrant! Mellow! Pure Drink! and has a quality all its own! Awarded Gold & Silver Medals.: [806, 658, 971, 1523]
- parcel-cell: 1 10: [364, 456, 376, 463]
- article-paragraph: A forecast of the severe cold recently recorded in Canada was expressed by an Australian visiting Winnipeg. Writing to a Sydney friend, under date November 16, he says:—"The temperature here to-day is 14 below zero, and it does go as low as 48 below zero, in the winter proper. Fancy Australians living here! Yet, notwithstanding all these weather conditions, people from the Old Country flow in here by the thousands. So much for the Canadian Pacific Railway Company and the Canadian Government advertising. Australia should wake up and endeavour to get part of this human stream to flow there.": [504, 687, 675, 771]
- parcel-cell: 0 9: [364, 400, 373, 407]
